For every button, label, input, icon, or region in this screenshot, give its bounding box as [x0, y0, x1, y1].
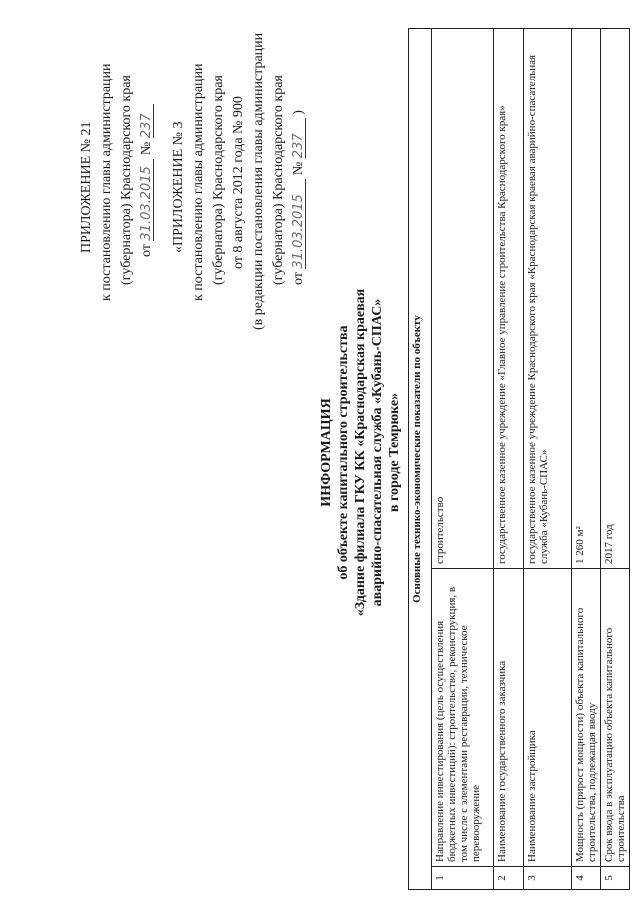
row-value: строительство — [432, 29, 494, 569]
row-number: 2 — [494, 867, 524, 890]
table-header-row — [409, 29, 432, 890]
appendix21-date-line — [140, 104, 154, 257]
signed-date: 31.03.2015 — [140, 159, 154, 241]
info-object-line3: в городе Темрюке» — [387, 392, 402, 513]
row-number: 5 — [601, 867, 630, 890]
info-object-line2: аварийно-спасательная служба «Кубань-СПАС» — [370, 298, 385, 607]
signed-number: 237 — [292, 118, 306, 158]
row-label: Направление инвестирования (цель осуществления бюджетных инвестиций): строительство, реконструкция, в том числе с элементами реставрации, техническое перевооружение — [432, 569, 494, 867]
row-number: 3 — [524, 867, 572, 890]
appendix3-line5: (губернатора) Краснодарского края — [271, 75, 286, 285]
row-label: Мощность (прирост мощности) объекта капитального строительства, подлежащая вводу — [572, 569, 601, 867]
row-label: Наименование государственного заказчика — [494, 569, 524, 867]
closing-paren: ) — [291, 110, 306, 115]
appendix3-line2: (губернатора) Краснодарского края — [211, 75, 226, 285]
table-header: Основные технико-экономические показатели по объекту — [409, 29, 432, 890]
row-number: 1 — [432, 867, 494, 890]
row-value: государственное казенное учреждение «Главное управление строительства Краснодарского края» — [494, 29, 524, 569]
row-value: 2017 год — [601, 29, 630, 569]
appendix21-line1: к постановлению главы администрации — [99, 63, 114, 301]
info-subtitle: об объекте капитального строительства — [336, 325, 351, 580]
number-prefix: № — [291, 161, 306, 176]
indicators-table — [408, 28, 630, 890]
info-object-line1: «Здание филиала ГКУ КК «Краснодарская краевая — [353, 288, 368, 617]
appendix3-line1: к постановлению главы администрации — [191, 63, 206, 301]
table-row — [572, 29, 601, 890]
appendix21-title: ПРИЛОЖЕНИЕ № 21 — [79, 121, 94, 253]
info-heading — [318, 0, 403, 905]
appendix3-line4: (в редакции постановления главы администрации — [251, 32, 266, 330]
date-prefix: от — [139, 244, 154, 257]
table-row — [432, 29, 494, 890]
row-label: Срок ввода в эксплуатацию объекта капитального строительства — [601, 569, 630, 867]
appendix21-line2: (губернатора) Краснодарского края — [119, 75, 134, 285]
row-value: 1 260 м² — [572, 29, 601, 569]
appendix3-title: «ПРИЛОЖЕНИЕ № 3 — [171, 121, 186, 253]
row-number: 4 — [572, 867, 601, 890]
table-row — [524, 29, 572, 890]
appendix3-line3: от 8 августа 2012 года № 900 — [231, 96, 246, 269]
appendix3-date-line — [292, 110, 306, 285]
info-title: ИНФОРМАЦИЯ — [319, 398, 334, 507]
date-prefix: от — [291, 272, 306, 285]
row-value: государственное казенное учреждение Краснодарского края «Краснодарская краевая аварийно-спасательная служба «Кубань-СПАС» — [524, 29, 572, 569]
signed-date: 31.03.2015 — [292, 179, 306, 269]
table-row — [494, 29, 524, 890]
number-prefix: № — [139, 141, 154, 156]
signed-number: 237 — [140, 104, 154, 138]
row-label: Наименование застройщика — [524, 569, 572, 867]
table-row — [601, 29, 630, 890]
